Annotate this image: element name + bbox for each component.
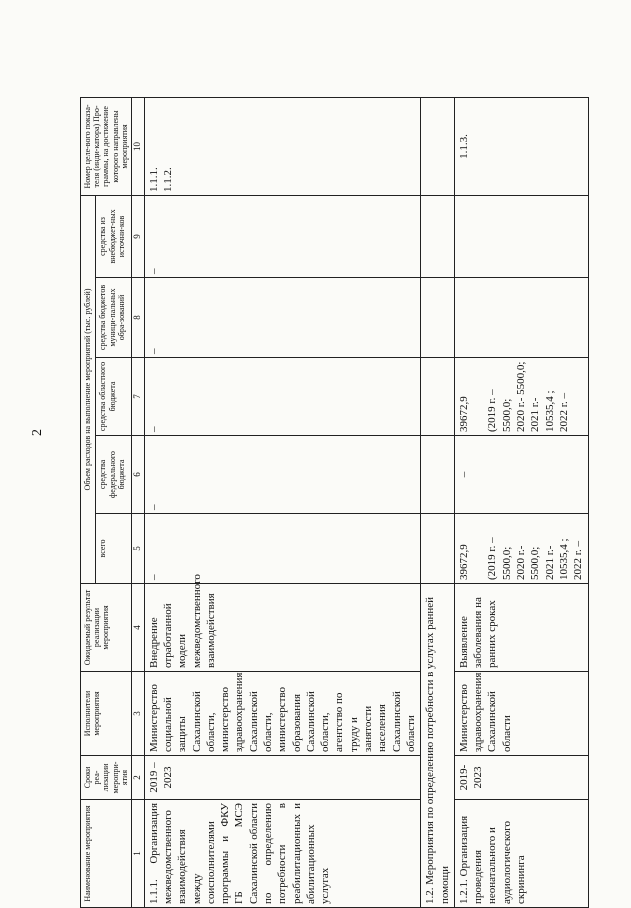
row-total: – (144, 514, 421, 584)
row-extrabudget: – (144, 195, 421, 277)
row-regional: – (144, 358, 421, 436)
header-result: Ожидаемый результат реализации мероприятия (81, 584, 132, 672)
row-name: 1.1.1. Организация межведомственного взаимодействия между соисполнителями программы и ФКУ ГБ МСЭ Сахалинской области по определению потребности в реабилитационных и абилитационных услугах (144, 800, 421, 908)
row-term: 2019 – 2023 (144, 756, 421, 800)
header-municipal: средства бюджетов муници-пальных обра-зований (96, 278, 131, 358)
row-executors: Министерство здравоохранения Сахалинской области (454, 672, 588, 756)
table-row (144, 97, 421, 907)
col-number: 6 (131, 436, 144, 514)
col-number: 3 (131, 672, 144, 756)
header-federal: средства федерального бюджета (96, 436, 131, 514)
row-total: 39672,9 (2019 г. – 5500,0; 2020 г.- 5500,0; 2021 г.- 10535,4 ; 2022 г. – (454, 514, 588, 584)
row-federal: – (454, 436, 588, 514)
header-regional: средства областного бюджета (96, 358, 131, 436)
row-federal: – (144, 436, 421, 514)
row-name: 1.2.1. Организация проведения неонатального и аудиологического скрининга (454, 800, 588, 908)
header-total: всего (96, 514, 131, 584)
row-municipal: – (144, 278, 421, 358)
header-term: Сроки реа-лизации меропри-ятия (81, 756, 132, 800)
row-executors: Министерство социальной защиты Сахалинской области, министерство здравоохранения Сахалинской области, министерство образования Сахалинской области, агентство по труду и занятости населения Сахалинской области (144, 672, 421, 756)
header-indicator: Номер целе-вого показа-теля (инди-катора) Про-граммы, на достижение которого направлены мероприятия (81, 97, 132, 195)
col-number: 7 (131, 358, 144, 436)
program-table-sheet (80, 98, 585, 908)
row-indicator: 1.1.1. 1.1.2. (144, 97, 421, 195)
header-executors: Исполнители мероприятия (81, 672, 132, 756)
col-number: 5 (131, 514, 144, 584)
row-extrabudget (454, 195, 588, 277)
col-number: 4 (131, 584, 144, 672)
row-result: Внедрение отработанной модели межведомственного взаимодействия (144, 584, 421, 672)
table-row (454, 97, 588, 907)
section-title: 1.2. Мероприятия по определению потребности в услугах ранней помощи (421, 584, 455, 908)
program-table (80, 97, 589, 908)
row-term: 2019-2023 (454, 756, 588, 800)
header-volume: Объем расходов на выполнение мероприятий (тыс. рублей) (81, 195, 96, 583)
col-number: 9 (131, 195, 144, 277)
row-indicator: 1.1.3. (454, 97, 588, 195)
col-number: 1 (131, 800, 144, 908)
row-municipal (454, 278, 588, 358)
col-number: 2 (131, 756, 144, 800)
header-name: Наименование мероприятия (81, 800, 132, 908)
row-regional: 39672,9 (2019 г. – 5500,0; 2020 г.- 5500,0; 2021 г.- 10535,4 ; 2022 г. – (454, 358, 588, 436)
header-extrabudget: средства из внебюджет-ных источни-ков (96, 195, 131, 277)
col-number: 10 (131, 97, 144, 195)
col-number: 8 (131, 278, 144, 358)
page-number: 2 (30, 429, 45, 436)
section-row (421, 97, 455, 907)
row-result: Выявление заболевания на ранних сроках (454, 584, 588, 672)
